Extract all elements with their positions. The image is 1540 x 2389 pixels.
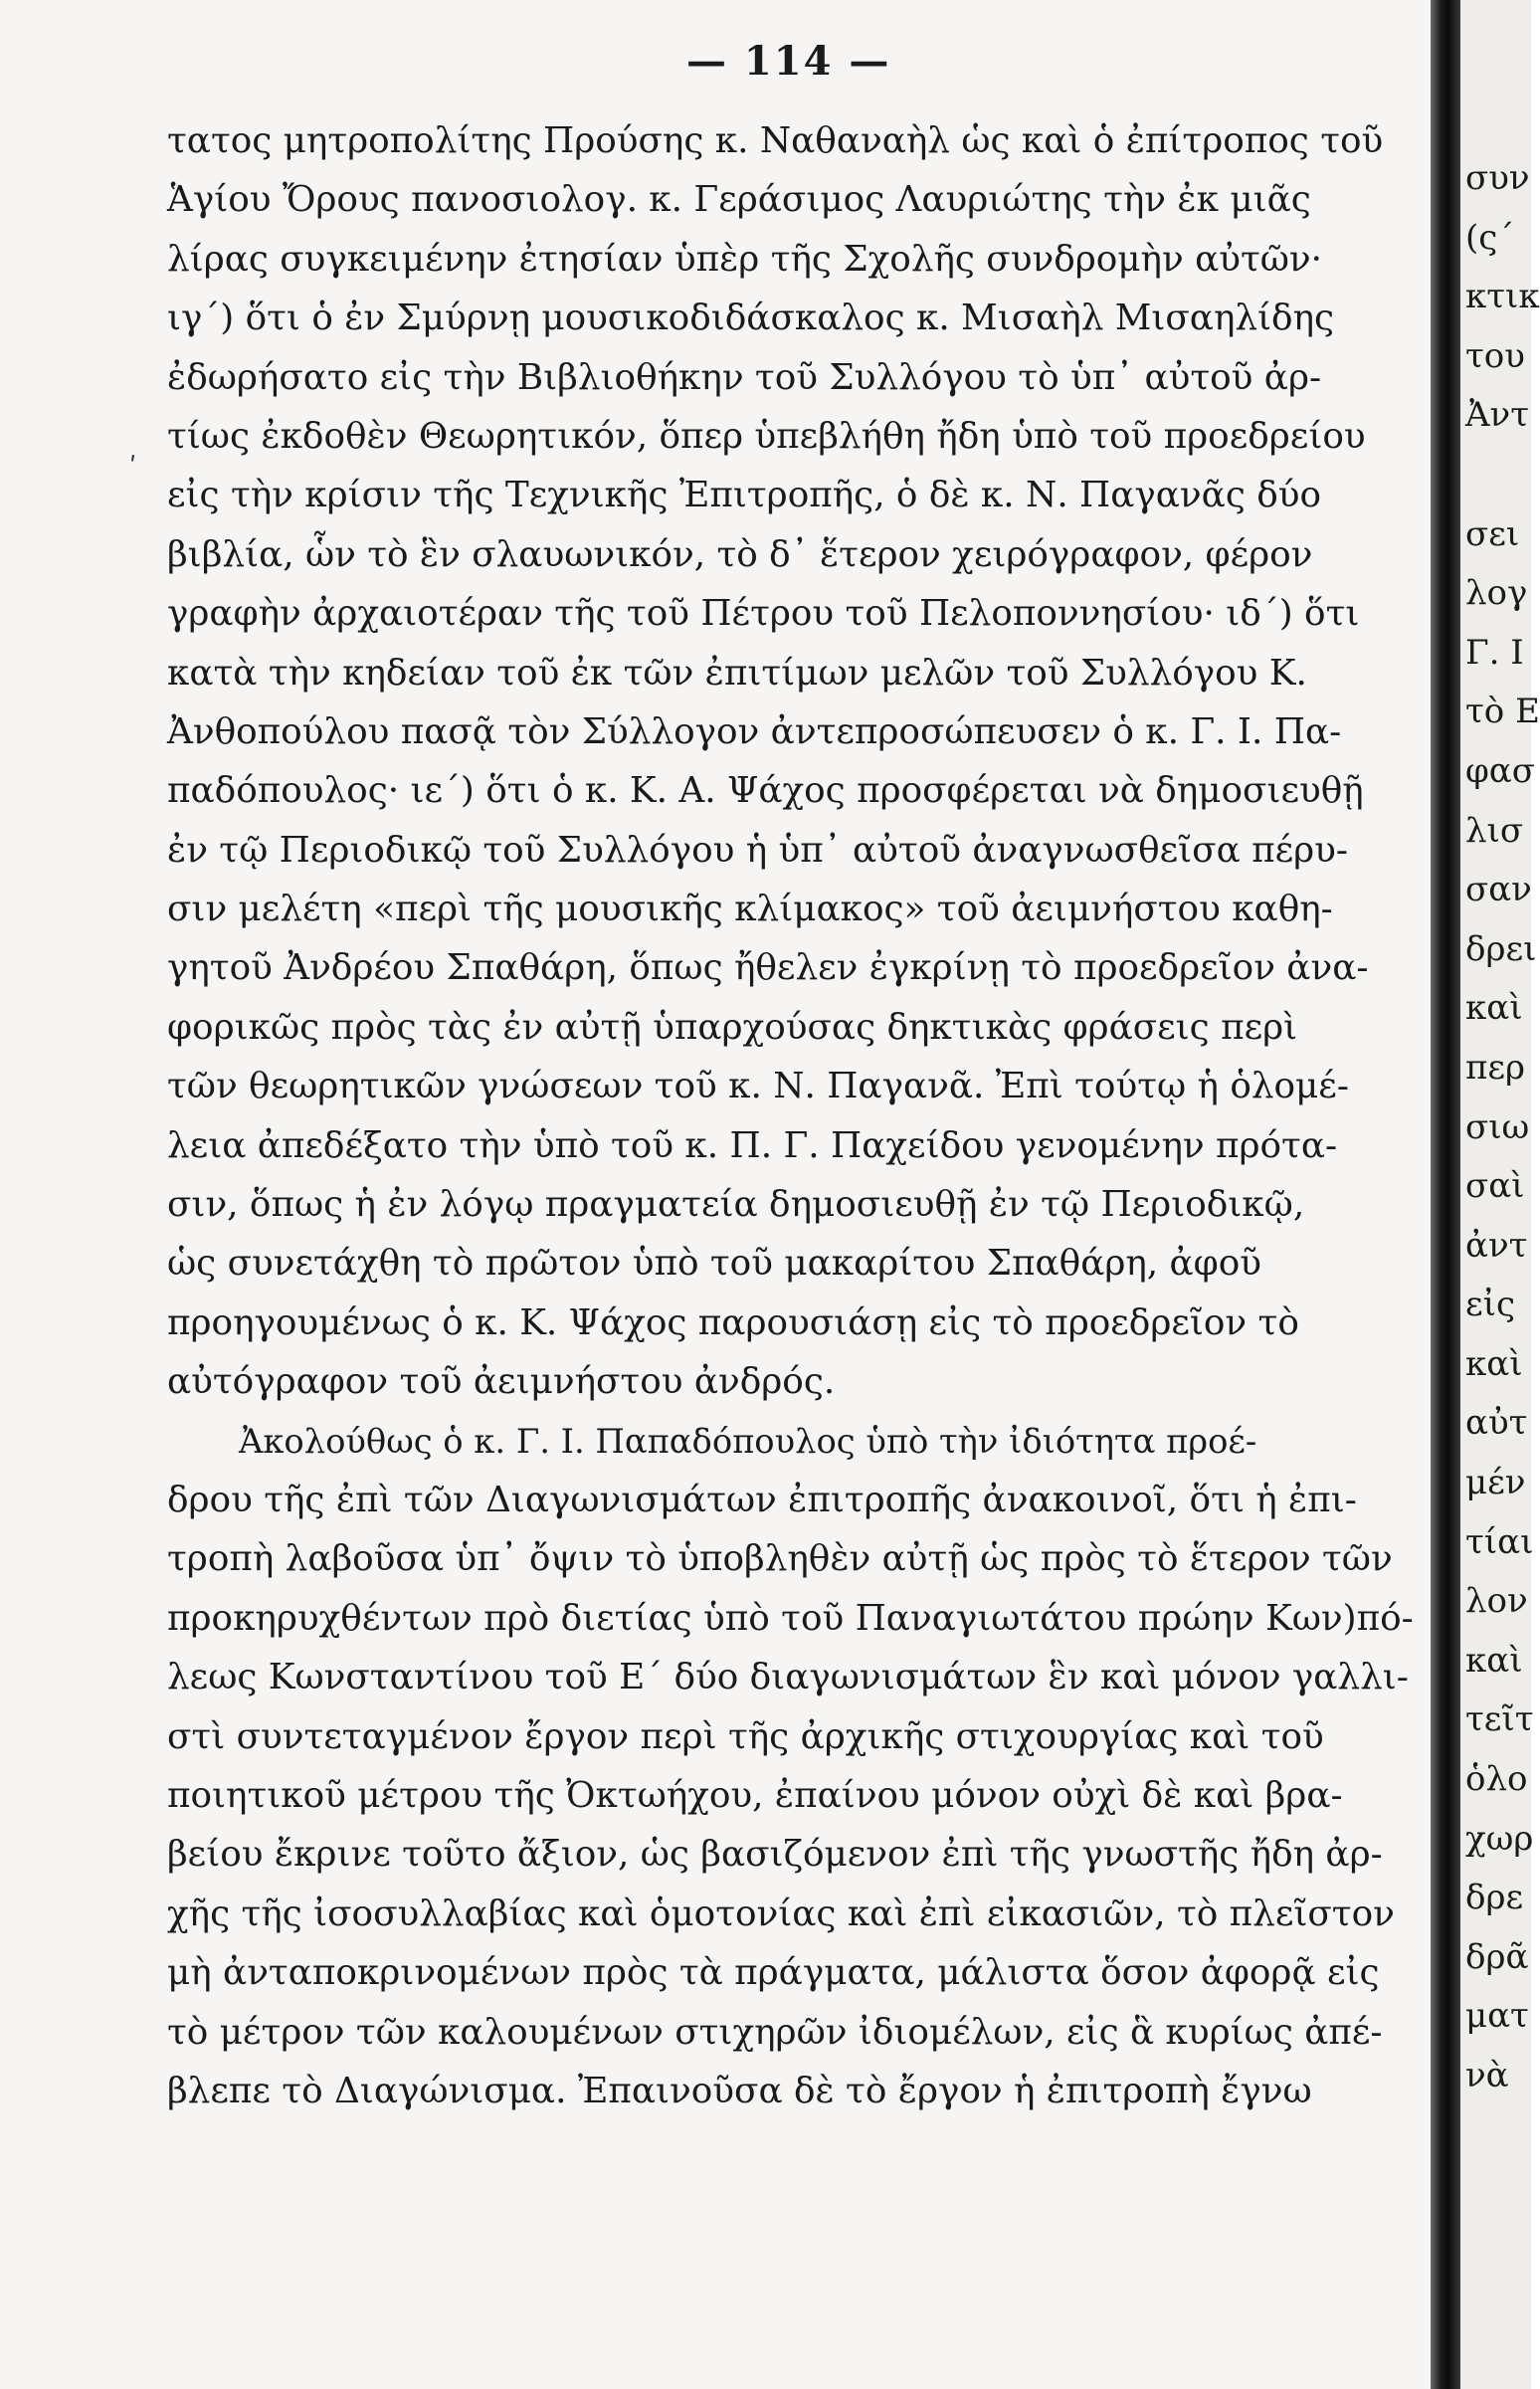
fragment-line: Γ. Ι — [1465, 632, 1524, 673]
fragment-line — [1465, 446, 1540, 505]
fragment-line: δρᾶ — [1465, 1936, 1529, 1977]
fragment-line: χωρ — [1465, 1818, 1534, 1859]
fragment-line: φασ — [1465, 750, 1535, 791]
text-line: λεως Κωνσταντίνου τοῦ Ε΄ δύο διαγωνισμάτων ἓν καὶ μόνον γαλλι- — [167, 1657, 1409, 1698]
fragment-line: τὸ Ε — [1465, 692, 1540, 732]
fragment-line: καὶ — [1465, 988, 1523, 1029]
fragment-line: δρε — [1465, 1878, 1524, 1918]
text-line: προκηρυχθέντων πρὸ διετίας ὑπὸ τοῦ Παναγιωτάτου πρώην Κων)πό- — [167, 1597, 1414, 1639]
text-line: γραφὴν ἀρχαιοτέραν τῆς τοῦ Πέτρου τοῦ Πελοποννησίου· ιδ΄) ὅτι — [167, 593, 1360, 635]
fragment-line: σαν — [1465, 870, 1532, 910]
fragment-line: τίαι — [1465, 1521, 1534, 1562]
fragment-line: ἀντ — [1465, 1225, 1528, 1266]
text-line: ιγ΄) ὅτι ὁ ἐν Σμύρνῃ μουσικοδιδάσκαλος κ. Μισαὴλ Μισαηλίδης — [167, 298, 1335, 339]
text-line: Ἁγίου Ὄρους πανοσιολογ. κ. Γεράσιμος Λαυριώτης τὴν ἐκ μιᾶς — [167, 179, 1311, 221]
fragment-line: σιω — [1465, 1106, 1530, 1147]
text-line: αὐτόγραφον τοῦ ἀειμνήστου ἀνδρός. — [167, 1361, 836, 1403]
text-line: τὸ μέτρον τῶν καλουμένων στιχηρῶν ἰδιομέλων, εἰς ἃ κυρίως ἀπέ- — [167, 2011, 1383, 2053]
text-line: ὡς συνετάχθη τὸ πρῶτον ὑπὸ τοῦ μακαρίτου Σπαθάρη, ἀφοῦ — [167, 1243, 1262, 1285]
fragment-line: σει — [1465, 513, 1520, 554]
text-line: γητοῦ Ἀνδρέου Σπαθάρη, ὅπως ἤθελεν ἐγκρίνῃ τὸ προεδρεῖον ἀνα- — [167, 947, 1369, 989]
page-number: — 114 — — [686, 38, 891, 85]
fragment-line: σαὶ — [1465, 1166, 1525, 1207]
text-line: μὴ ἀνταποκρινομένων πρὸς τὰ πράγματα, μάλιστα ὅσον ἀφορᾷ εἰς — [167, 1952, 1380, 1994]
fragment-line: κτικ — [1465, 277, 1540, 317]
text-line: δρου τῆς ἐπὶ τῶν Διαγωνισμάτων ἐπιτροπῆς ἀνακοινοῖ, ὅτι ἡ ἐπι- — [167, 1479, 1357, 1520]
fragment-line: ὁλο — [1465, 1759, 1528, 1800]
text-line: σιν μελέτη «περὶ τῆς μουσικῆς κλίμακος» τοῦ ἀειμνήστου καθη- — [167, 889, 1333, 930]
fragment-line: τεῖτ — [1465, 1699, 1534, 1740]
fragment-line: περ — [1465, 1047, 1525, 1088]
text-line: τῶν θεωρητικῶν γνώσεων τοῦ κ. Ν. Παγανᾶ. Ἐπὶ τούτῳ ἡ ὁλομέ- — [167, 1066, 1349, 1107]
text-line: χῆς τῆς ἰσοσυλλαβίας καὶ ὁμοτονίας καὶ ἐπὶ εἰκασιῶν, τὸ πλεῖστον — [167, 1892, 1395, 1934]
fragment-line: καὶ — [1465, 1343, 1523, 1384]
text-line: βιβλία, ὧν τὸ ἓν σλαυωνικόν, τὸ δ᾿ ἕτερον χειρόγραφον, φέρον — [167, 533, 1313, 575]
fragment-line: ματ — [1465, 1996, 1529, 2037]
next-page-fragment — [1465, 149, 1540, 2106]
fragment-line: συν — [1465, 158, 1530, 198]
text-line: τροπὴ λαβοῦσα ὑπ᾿ ὄψιν τὸ ὑποβληθὲν αὐτῇ ὡς πρὸς τὸ ἕτερον τῶν — [167, 1538, 1393, 1580]
fragment-line: καὶ — [1465, 1640, 1523, 1681]
fragment-line: νὰ — [1465, 2056, 1509, 2095]
margin-mark: ʹ — [129, 453, 137, 483]
text-line: βείου ἔκρινε τοῦτο ἄξιον, ὡς βασιζόμενον ἐπὶ τῆς γνωστῆς ἤδη ἀρ- — [167, 1834, 1383, 1876]
text-line: τατος μητροπολίτης Προύσης κ. Ναθαναὴλ ὡς καὶ ὁ ἐπίτροπος τοῦ — [167, 120, 1384, 161]
fragment-line: Ἀντ — [1465, 395, 1530, 436]
fragment-line: (ς΄ — [1465, 217, 1515, 258]
fragment-line: εἰς — [1465, 1285, 1515, 1325]
text-line: προηγουμένως ὁ κ. Κ. Ψάχος παρουσιάσῃ εἰς τὸ προεδρεῖον τὸ — [167, 1301, 1299, 1343]
text-line: στὶ συντεταγμένον ἔργον περὶ τῆς ἀρχικῆς στιχουργίας καὶ τοῦ — [167, 1715, 1324, 1757]
text-line: ἐν τῷ Περιοδικῷ τοῦ Συλλόγου ἡ ὑπ᾿ αὐτοῦ ἀναγνωσθεῖσα πέρυ- — [167, 829, 1348, 871]
text-line: φορικῶς πρὸς τὰς ἐν αὐτῇ ὑπαρχούσας δηκτικὰς φράσεις περὶ — [167, 1006, 1298, 1048]
fragment-line: λογ — [1465, 573, 1528, 614]
text-line: ἐδωρήσατο εἰς τὴν Βιβλιοθήκην τοῦ Συλλόγου τὸ ὑπ᾿ αὐτοῦ ἀρ- — [167, 356, 1322, 398]
text-line: λεια ἀπεδέξατο τὴν ὑπὸ τοῦ κ. Π. Γ. Παχείδου γενομένην πρότα- — [167, 1124, 1338, 1166]
text-line: κατὰ τὴν κηδείαν τοῦ ἐκ τῶν ἐπιτίμων μελῶν τοῦ Συλλόγου Κ. — [167, 652, 1307, 694]
fragment-line: λον — [1465, 1581, 1528, 1622]
text-line: λίρας συγκειμένην ἐτησίαν ὑπὲρ τῆς Σχολῆς συνδρομὴν αὐτῶν· — [167, 238, 1323, 280]
text-line: Ἀνθοπούλου πασᾷ τὸν Σύλλογον ἀντεπροσώπευσεν ὁ κ. Γ. Ι. Πα- — [167, 710, 1342, 752]
text-line: Ἀκολούθως ὁ κ. Γ. Ι. Παπαδόπουλος ὑπὸ τὴν ἰδιότητα προέ- — [239, 1421, 1257, 1461]
fragment-line: αὐτ — [1465, 1403, 1528, 1444]
book-gutter — [1431, 0, 1460, 2389]
text-line: ποιητικοῦ μέτρου τῆς Ὀκτωήχου, ἐπαίνου μόνον οὐχὶ δὲ καὶ βρα- — [167, 1774, 1343, 1816]
text-line: τίως ἐκδοθὲν Θεωρητικόν, ὅπερ ὑπεβλήθη ἤδη ὑπὸ τοῦ προεδρείου — [167, 415, 1366, 457]
fragment-line: λισ — [1465, 810, 1524, 851]
body-text — [167, 111, 1431, 2120]
fragment-line: του — [1465, 335, 1525, 376]
fragment-line: μέν — [1465, 1463, 1526, 1503]
text-line: βλεπε τὸ Διαγώνισμα. Ἐπαινοῦσα δὲ τὸ ἔργον ἡ ἐπιτροπὴ ἔγνω — [167, 2070, 1312, 2111]
fragment-line: δρει — [1465, 928, 1537, 969]
text-line: εἰς τὴν κρίσιν τῆς Τεχνικῆς Ἐπιτροπῆς, ὁ δὲ κ. Ν. Παγανᾶς δύο — [167, 475, 1322, 516]
text-line: παδόπουλος· ιε΄) ὅτι ὁ κ. Κ. Α. Ψάχος προσφέρεται νὰ δημοσιευθῇ — [167, 770, 1364, 812]
text-line: σιν, ὅπως ἡ ἐν λόγῳ πραγματεία δημοσιευθῇ ἐν τῷ Περιοδικῷ, — [167, 1184, 1305, 1226]
